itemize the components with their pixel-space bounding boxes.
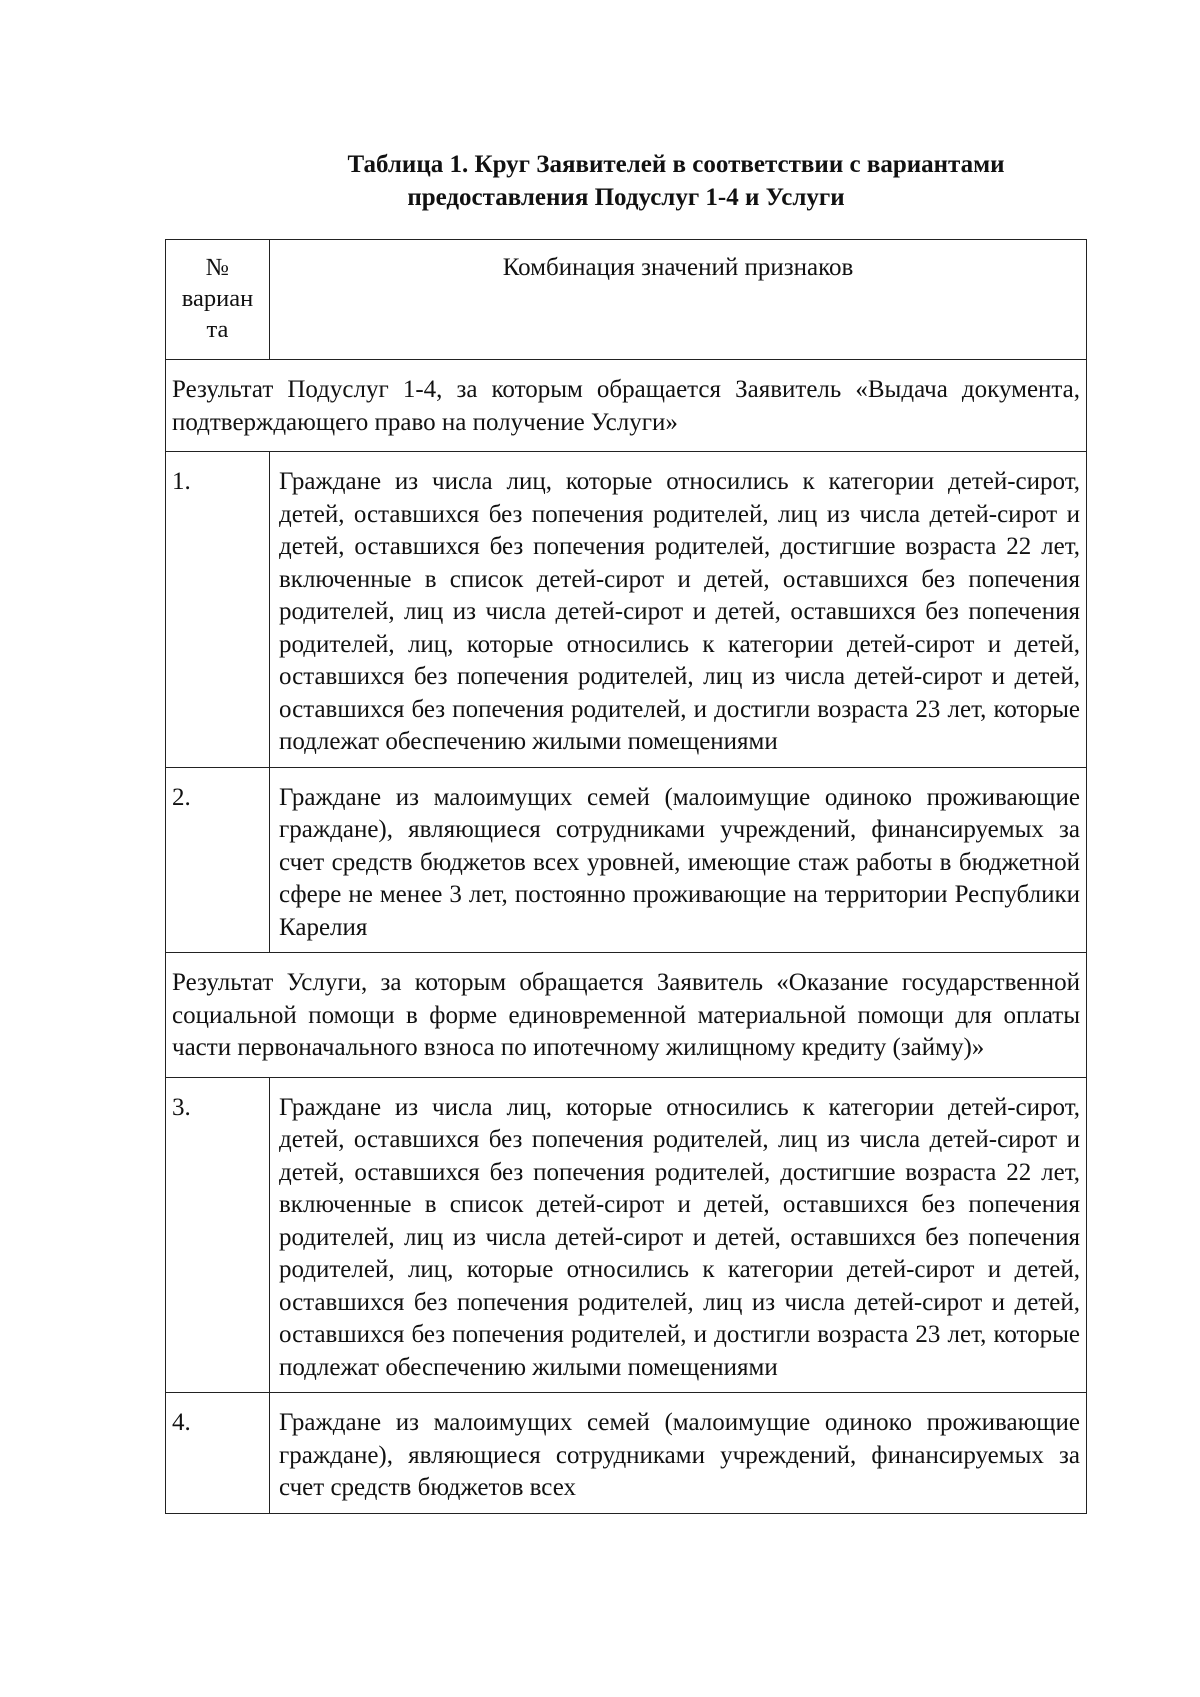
section-row (166, 953, 1087, 1078)
table-row (166, 1393, 1087, 1514)
header-variant-word-part1: вариан (181, 285, 254, 312)
variant-description: Граждане из малоимущих семей (малоимущие одиноко проживающие граждане), являющиеся сотрудниками учреждений, финансируемых за счет средств бюджетов всех (270, 1393, 1087, 1514)
variant-number: 3. (166, 1077, 270, 1393)
table-header-row (166, 240, 1087, 360)
table-title (165, 148, 1087, 214)
section-heading-subservices: Результат Подуслуг 1-4, за которым обращается Заявитель «Выдача документа, подтверждающего право на получение Услуги» (166, 360, 1087, 452)
variant-description: Граждане из малоимущих семей (малоимущие одиноко проживающие граждане), являющиеся сотрудниками учреждений, финансируемых за счет средств бюджетов всех уровней, имеющие стаж работы в бюджетной сфере не менее 3 лет, постоянно проживающие на территории Республики Карелия (270, 767, 1087, 953)
variant-description: Граждане из числа лиц, которые относились к категории детей-сирот, детей, оставшихся без попечения родителей, лиц из числа детей-сирот и детей, оставшихся без попечения родителей, достигшие возраста 22 лет, включенные в список детей-сирот и детей, оставшихся без попечения родителей, лиц из числа детей-сирот и детей, оставшихся без попечения родителей, лиц, которые относились к категории детей-сирот и детей, оставшихся без попечения родителей, лиц из числа детей-сирот и детей, оставшихся без попечения родителей, и достигли возраста 23 лет, которые подлежат обеспечению жилыми помещениями (270, 1077, 1087, 1393)
variant-number: 4. (166, 1393, 270, 1514)
header-combination: Комбинация значений признаков (270, 240, 1087, 360)
title-line-1: Таблица 1. Круг Заявителей в соответствии с вариантами (347, 151, 1005, 178)
section-row (166, 360, 1087, 452)
applicants-table (165, 239, 1087, 1514)
table-row (166, 767, 1087, 953)
header-number-sign: № (205, 254, 230, 281)
variant-number: 2. (166, 767, 270, 953)
variant-number: 1. (166, 452, 270, 768)
title-line-2: предоставления Подуслуг 1-4 и Услуги (407, 184, 845, 211)
table-row (166, 1077, 1087, 1393)
variant-description: Граждане из числа лиц, которые относились к категории детей-сирот, детей, оставшихся без попечения родителей, лиц из числа детей-сирот и детей, оставшихся без попечения родителей, достигшие возраста 22 лет, включенные в список детей-сирот и детей, оставшихся без попечения родителей, лиц из числа детей-сирот и детей, оставшихся без попечения родителей, лиц, которые относились к категории детей-сирот и детей, оставшихся без попечения родителей, лиц из числа детей-сирот и детей, оставшихся без попечения родителей, и достигли возраста 23 лет, которые подлежат обеспечению жилыми помещениями (270, 452, 1087, 768)
header-variant-number (166, 240, 270, 360)
table-row (166, 452, 1087, 768)
header-variant-word-part2: та (206, 316, 229, 343)
section-heading-service: Результат Услуги, за которым обращается Заявитель «Оказание государственной социальной помощи в форме единовременной материальной помощи для оплаты части первоначального взноса по ипотечному жилищному кредиту (займу)» (166, 953, 1087, 1078)
